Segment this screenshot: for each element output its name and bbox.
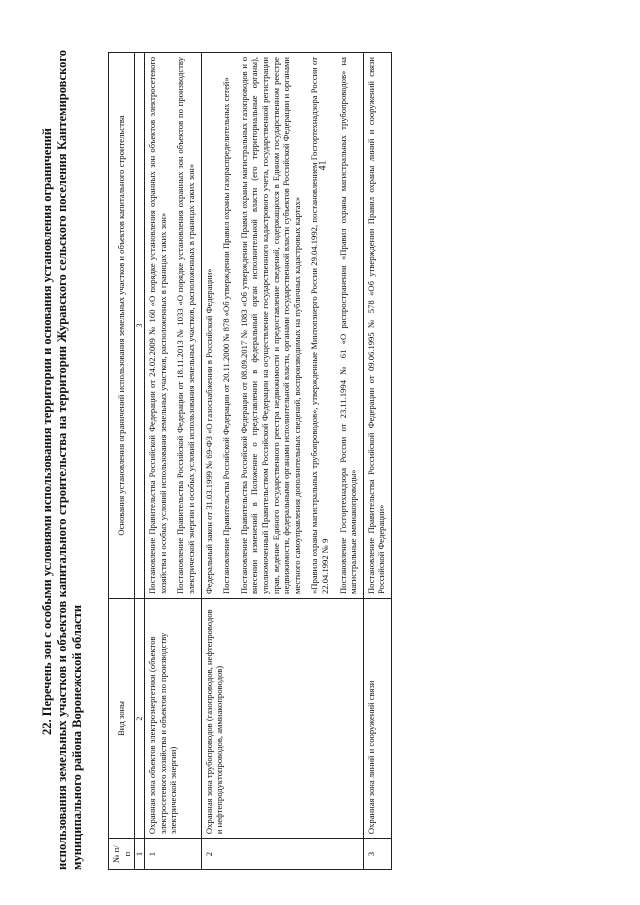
header-basis: Основания установления ограничений использования земельных участков и объектов капитального строительства [109,53,135,599]
heading-line-2: использования земельных участков и объектов капитального строительства на территории Журавского [55,274,69,870]
basis-document: Постановление Правительства Российской Федерации от 09.06.1995 № 578 «Об утверждении Правил охраны линий и сооружений связи Российской Федерации» [365,57,387,595]
table-row [363,53,391,870]
zones-table [108,52,392,870]
basis-document: Постановление Правительства Российской Федерации от 20.11.2000 № 878 «Об утверждении Правил охраны газораспределительных сетей» [221,77,232,595]
index-cell: 3 [135,53,145,599]
table-row [201,53,363,870]
heading-line-1: 22. Перечень зон с особыми условиями использования территории и основания установления ограничений [40,128,54,735]
row-num: 2 [201,839,363,870]
index-cell: 2 [135,599,145,839]
table-header-row [109,53,135,870]
basis-document: Постановление Правительства Российской Федерации от 08.09.2017 № 1083 «Об утверждении Правил охраны магистральных газопроводов и о внесении изменений в Положение о представлении в федеральный орган исполнительной власти (его территориальные органы), уполномоченный Правительством Российской Федерации на осуществление государственного кадастрового учета, государственной регистрации прав, ведение Единого государственного реестра недвижимости и предоставление сведений, содержащихся в Едином государственном реестре недвижимости, федеральными органами исполнительной власти, органами государственной власти субъектов Российской Федерации и органами местного самоуправления дополнительных сведений, воспроизводимых на публичных кадастровых картах» [238,57,302,595]
row-zone: Охранная зона объектов электроэнергетики (объектов электросетевого хозяйства и объектов по производству электрической энергии) [145,599,201,839]
header-zone: Вид зоны [109,599,135,839]
heading-line-3: сельского поселения Кантемировского муниципального района Воронежской области [55,49,84,870]
basis-document: Постановление Правительства Российской Федерации от 24.02.2009 № 160 «О порядке установления охранных зон объектов электросетевого хозяйства и особых условий использования земельных участков, расположенных в границах таких зон» [147,57,168,595]
row-num: 3 [363,839,391,870]
basis-document: «Правила охраны магистральных трубопроводов», утвержденные Минтопэнерго России 29.04.1992, постановлением Госгортехнадзора России от 22.04.1992 № 9 [309,57,330,595]
row-basis [201,53,363,599]
row-num: 1 [145,839,201,870]
table-index-row [135,53,145,870]
row-basis [363,53,391,599]
row-basis [145,53,201,599]
rotated-page-content [40,10,640,870]
document-heading [40,50,85,870]
index-cell: 1 [135,839,145,870]
basis-document: Постановление Правительства Российской Федерации от 18.11.2013 № 1033 «О порядке установления охранных зон объектов по производству электрической энергии и особых условий использования земельных участков, расположенных в границах таких зон» [175,57,196,595]
row-zone: Охранная зона линий и сооружений связи [363,599,391,839]
page-number: 41 [317,160,329,171]
table-row [145,53,201,870]
basis-document: Федеральный закон от 31.03.1999 № 69-ФЗ «О газоснабжении в Российской Федерации» [203,268,214,595]
row-zone: Охранная зона трубопроводов (газопроводов, нефтепроводов и нефтепродуктопроводов, аммиакопроводов) [201,599,363,839]
basis-document: Постановление Госгортехнадзора России от 23.11.1994 № 61 «О распространении «Правил охраны магистральных трубопроводов» на магистральные аммиакопроводы» [337,57,359,595]
header-num: № п/п [109,839,135,870]
